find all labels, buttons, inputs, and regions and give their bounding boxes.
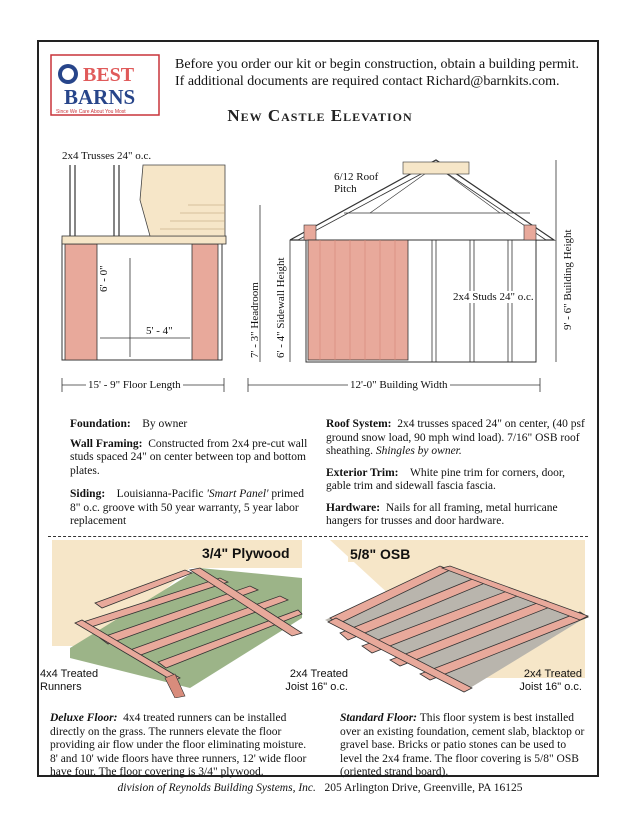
deluxe-floor-body: 4x4 treated runners can be installed directly on the grass. The runners elevate the floor providing air flow under the floor eliminating moisture. 8' and 10' wide floors have three runners, 12' wide floor have four. The floor covering is 3/4" plywood. <box>50 712 307 778</box>
joist-label-right: 2x4 Treated Joist 16" o.c. <box>519 668 582 693</box>
plywood-title: 3/4" Plywood <box>202 545 290 561</box>
footer <box>0 782 640 794</box>
side-elevation <box>62 165 226 392</box>
wall-framing-text: Constructed from 2x4 pre-cut wall studs spaced 24" on center between top and bottom plates. <box>70 437 308 477</box>
deluxe-floor-text <box>50 712 312 780</box>
building-height-label: 9' - 6" Building Height <box>562 229 574 330</box>
specs-left <box>70 418 310 529</box>
door-width-label: 5' - 4" <box>146 325 173 337</box>
trusses-label: 2x4 Trusses 24" o.c. <box>62 150 152 162</box>
logo-tagline: Since We Care About You Most <box>56 109 126 115</box>
foundation-text: By owner <box>142 418 188 430</box>
logo-word-best: BEST <box>83 64 135 86</box>
joist-label-left: 2x4 Treated Joist 16" o.c. <box>285 668 348 693</box>
standard-floor-label: Standard Floor: <box>340 712 418 724</box>
siding-label: Siding: <box>70 488 106 500</box>
roof-pitch-label: 6/12 Roof Pitch <box>334 171 379 195</box>
roof-system-italic: Shingles by owner. <box>375 445 462 457</box>
sidewall-height-label: 6' - 4" Sidewall Height <box>275 257 287 358</box>
hardware-text: Nails for all framing, metal hurricane hangers for trusses and door hardware. <box>326 501 558 527</box>
osb-title: 5/8" OSB <box>350 546 411 562</box>
standard-floor-text <box>340 712 588 780</box>
intro-line-1: Before you order our kit or begin construction, obtain a building permit. <box>175 57 579 72</box>
wall-framing-label: Wall Framing: <box>70 437 143 450</box>
hardware-label: Hardware: <box>326 501 381 514</box>
standard-floor-body: This floor system is best installed over an existing foundation, cement slab, blacktop or gravel base. Bricks or patio stones can be used to level the 2x4 frame. The floor covering is 5/8" OSB (oriented strand board). <box>340 712 585 778</box>
siding-brand: 'Smart Panel' <box>206 488 269 500</box>
footer-company: division of Reynolds Building Systems, Inc. <box>117 782 316 794</box>
specs-right <box>326 418 588 529</box>
building-width-label: 12'-0" Building Width <box>350 379 448 391</box>
headroom-label: 7' - 3" Headroom <box>249 282 261 358</box>
wall-height-label: 6' - 0" <box>98 265 110 292</box>
siding-text-2: primed 8" o.c. groove with 50 year warranty, 5 year labor replacement <box>70 488 304 527</box>
page-title: New Castle Elevation <box>227 106 413 125</box>
floor-length-label: 15' - 9" Floor Length <box>88 379 181 391</box>
logo-word-barns: BARNS <box>64 85 136 109</box>
runners-label: 4x4 Treated Runners <box>40 668 99 693</box>
studs-label: 2x4 Studs 24" o.c. <box>453 291 534 303</box>
roof-system-label: Roof System: <box>326 418 392 430</box>
siding-text-1: Louisianna-Pacific <box>116 488 204 500</box>
exterior-trim-text: White pine trim for corners, door, gable trim and sidewall fascia fascia. <box>326 466 566 492</box>
front-elevation <box>248 160 556 392</box>
exterior-trim-label: Exterior Trim: <box>326 466 399 479</box>
footer-address: 205 Arlington Drive, Greenville, PA 16125 <box>324 782 523 794</box>
section-divider <box>48 536 588 537</box>
intro-line-2: If additional documents are required contact Richard@barnkits.com. <box>175 74 560 89</box>
deluxe-floor-label: Deluxe Floor: <box>50 712 118 724</box>
roof-system-text: 2x4 trusses spaced 24" on center, (40 psf ground snow load, 90 mph wind load). 7/16" OSB roof sheathing. <box>326 418 585 457</box>
foundation-label: Foundation: <box>70 418 131 430</box>
